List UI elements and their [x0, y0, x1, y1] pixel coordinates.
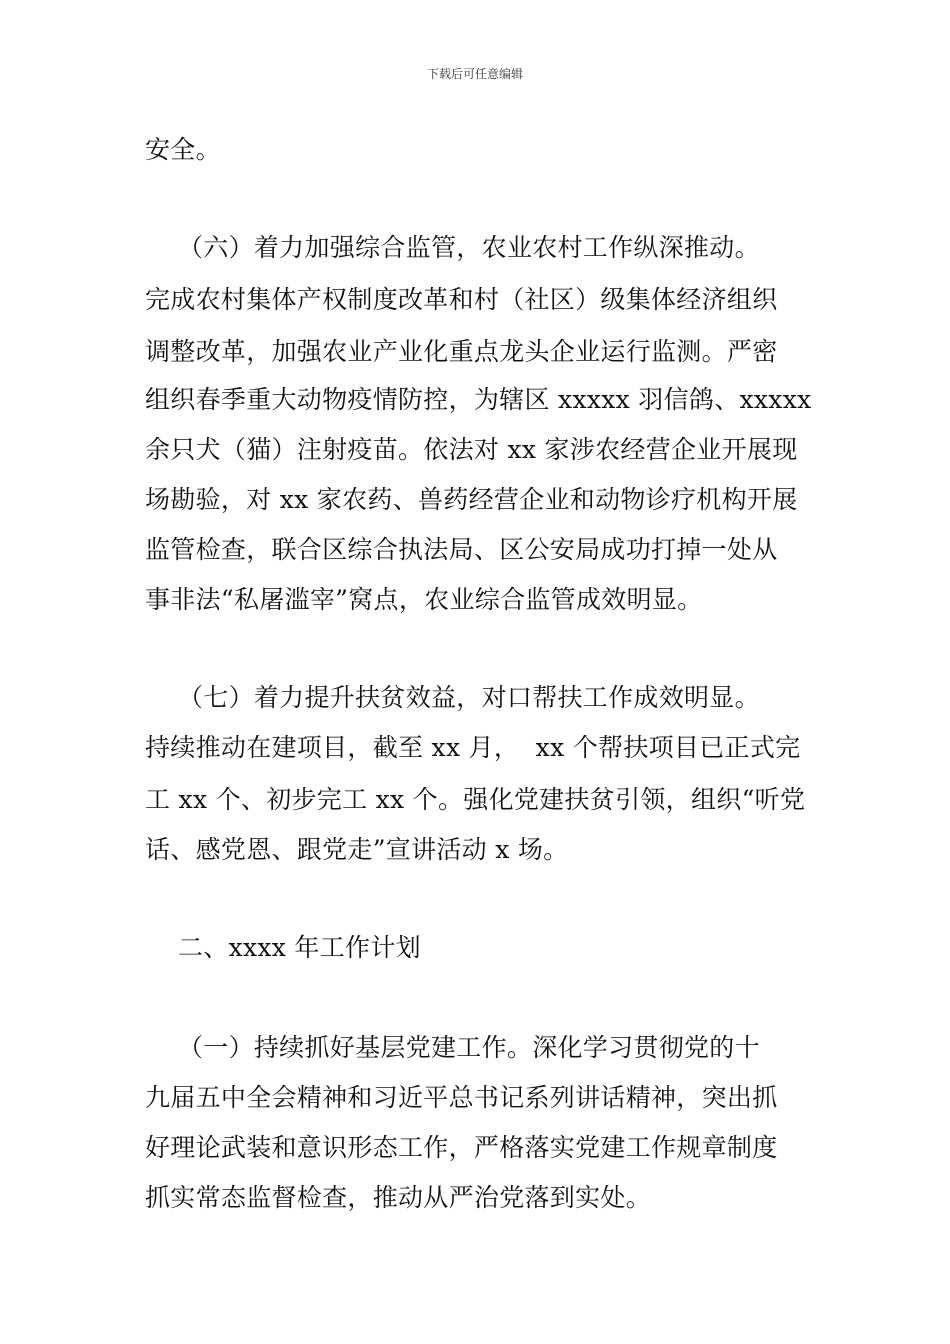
text-line: 事非法“私屠滥宰”窝点，农业综合监管成效明显。 [145, 585, 703, 614]
text-line: （六）着力加强综合监管，农业农村工作纵深推动。 [145, 233, 760, 262]
text-line: 调整改革，加强农业产业化重点龙头企业运行监测。严密 [145, 337, 778, 366]
text-line: 场勘验，对 xx 家农药、兽药经营企业和动物诊疗机构开展 [145, 485, 798, 514]
text-line: 安全。 [145, 135, 221, 164]
text-line: 话、感党恩、跟党走”宣讲活动 x 场。 [145, 835, 569, 864]
text-line: （七）着力提升扶贫效益，对口帮扶工作成效明显。 [145, 683, 760, 712]
text-line: 持续推动在建项目，截至 xx 月， xx 个帮扶项目已正式完 [145, 733, 801, 762]
text-line: 九届五中全会精神和习近平总书记系列讲话精神，突出抓 [145, 1083, 778, 1112]
text-line: 好理论武装和意识形态工作，严格落实党建工作规章制度 [145, 1133, 778, 1162]
section-heading: 二、xxxx 年工作计划 [145, 933, 421, 962]
text-line: 完成农村集体产权制度改革和村（社区）级集体经济组织 [145, 285, 778, 314]
text-line: 工 xx 个、初步完工 xx 个。强化党建扶贫引领，组织“听党 [145, 785, 806, 814]
text-line: 余只犬（猫）注射疫苗。依法对 xx 家涉农经营企业开展现 [145, 435, 798, 464]
text-line: 组织春季重大动物疫情防控，为辖区 xxxxx 羽信鸽、xxxxx [145, 385, 812, 414]
text-line: （一）持续抓好基层党建工作。深化学习贯彻党的十 [145, 1033, 760, 1062]
text-line: 监管检查，联合区综合执法局、区公安局成功打掉一处从 [145, 535, 778, 564]
text-line: 抓实常态监督检查，推动从严治党落到实处。 [145, 1183, 652, 1212]
page-header-note: 下载后可任意编辑 [426, 67, 523, 81]
